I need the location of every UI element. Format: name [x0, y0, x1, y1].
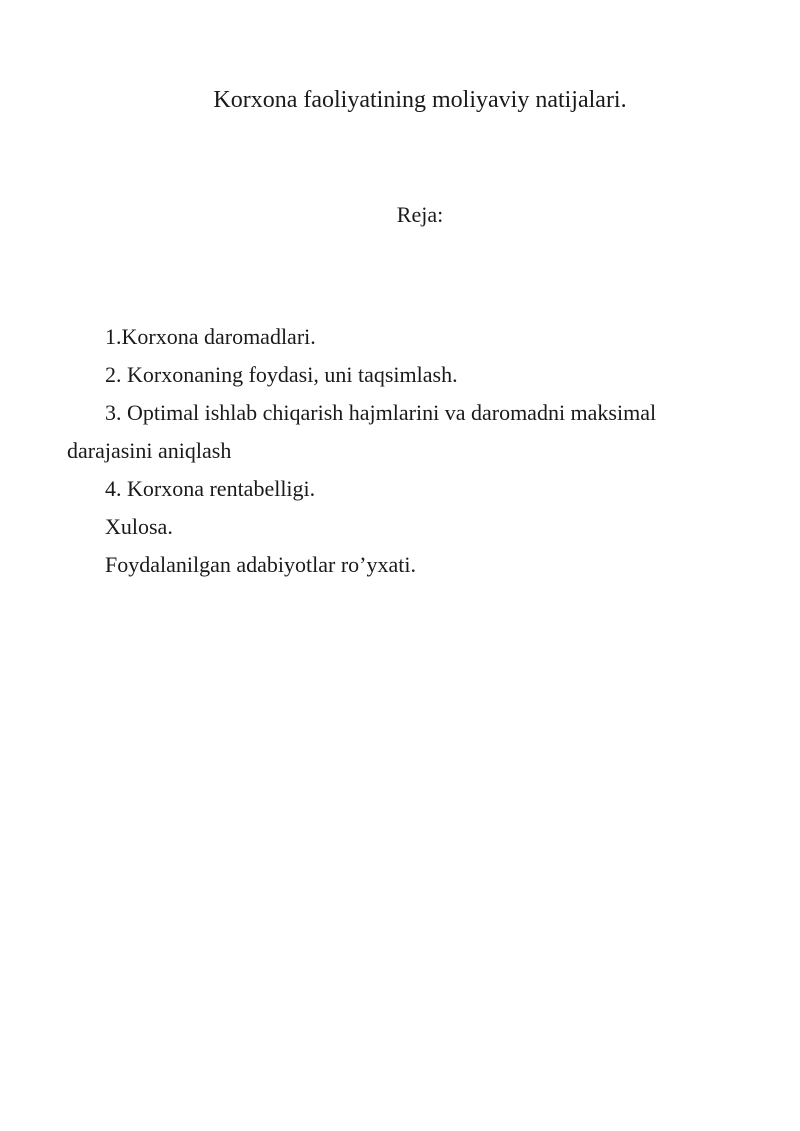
plan-item-2: 2. Korxonaning foydasi, uni taqsimlash. [105, 362, 458, 387]
document-title: Korxona faoliyatining moliyaviy natijalari. [213, 87, 627, 113]
plan-item-1: 1.Korxona daromadlari. [105, 324, 316, 349]
plan-item-4: 4. Korxona rentabelligi. [105, 476, 316, 501]
plan-heading: Reja: [396, 202, 444, 227]
plan-item-references: Foydalanilgan adabiyotlar ro’yxati. [105, 552, 416, 577]
plan-list [67, 318, 747, 584]
plan-item-conclusion: Xulosa. [105, 514, 173, 539]
plan-item-3: 3. Optimal ishlab chiqarish hajmlarini va daromadni maksimal darajasini aniqlash [67, 400, 657, 463]
